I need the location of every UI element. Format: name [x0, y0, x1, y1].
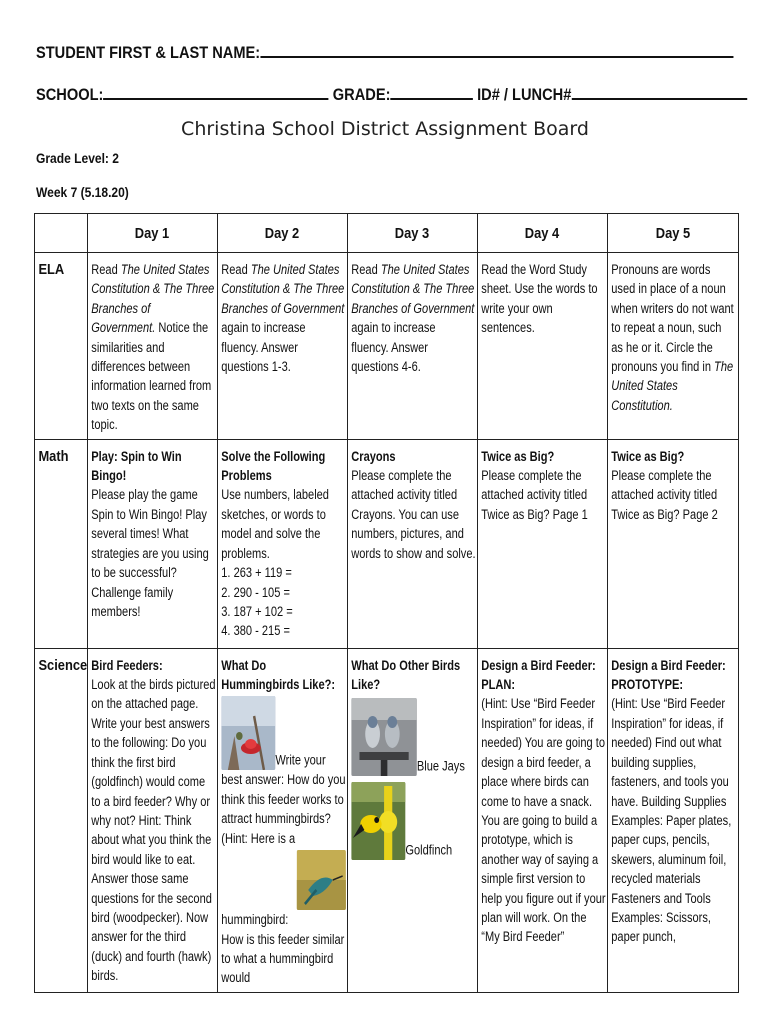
photo-line	[351, 698, 476, 776]
photo-caption: Goldfinch	[405, 843, 453, 859]
ela-day-5	[608, 253, 736, 419]
science-row	[35, 648, 739, 992]
grade-level: Grade Level: 2	[36, 150, 119, 166]
week-label: Week 7 (5.18.20)	[36, 184, 129, 200]
activity-title: Twice as Big?	[481, 448, 555, 464]
activity-title: Solve the Following Problems	[221, 448, 326, 484]
subject-header	[35, 214, 88, 253]
activity-text: Please complete the attached activity titled Crayons. You can use numbers, pictures, and words to show and solve.	[351, 468, 476, 561]
activity-title: Twice as Big?	[611, 448, 685, 464]
math-day-4	[478, 440, 606, 529]
activity-title: Play: Spin to Win Bingo!	[91, 448, 182, 484]
photo-line	[221, 850, 346, 910]
book-title: The United States Constitution & The Three Branches of Government	[351, 262, 475, 316]
problem: 2. 290 - 105 =	[221, 584, 290, 600]
text: Read	[91, 262, 121, 277]
school-label: SCHOOL:	[36, 85, 104, 104]
school-field[interactable]	[103, 84, 328, 100]
student-name-label: STUDENT FIRST & LAST NAME:	[36, 43, 261, 62]
text: Read	[351, 262, 381, 277]
grade-label: GRADE:	[332, 85, 391, 104]
problem: 1. 263 + 119 =	[221, 565, 292, 581]
id-lunch-label: ID# / LUNCH#	[477, 85, 572, 104]
book-title: The United States Constitution & The Three Branches of Government.	[91, 262, 215, 336]
text: Pronouns are words used in place of a noun when writers do not want to repeat a noun, such as he or it. Circle the pronouns you find in	[611, 262, 734, 375]
activity-text: best answer: How do you think this feeder works to attract hummingbirds? (Hint: Here is a	[221, 772, 346, 846]
day-1-label: Day 1	[135, 224, 170, 242]
science-day-4	[478, 649, 606, 951]
hummingbird-photo	[297, 850, 346, 910]
grade-field[interactable]	[390, 84, 473, 100]
blue-jays-photo	[351, 698, 417, 776]
activity-title: Crayons	[351, 448, 396, 464]
day-4-label: Day 4	[525, 224, 560, 242]
activity-title: What Do Other Birds Like?	[351, 657, 461, 693]
student-name-line	[36, 42, 733, 63]
table-header-row	[35, 214, 739, 253]
activity-text: Please complete the attached activity titled Twice as Big? Page 2	[611, 468, 718, 522]
activity-text: Look at the birds pictured on the attached page. Write your best answers to the following: Do you think the first bird (goldfinch) would come to a bird feeder? Why or why not? Hint: Think about what you think the bird would like to eat. Answer those same questions for the second bird (woodpecker). Now answer for the third (duck) and fourth (hawk) birds.	[91, 677, 216, 984]
text: again to increase fluency. Answer questions 4-6.	[351, 320, 436, 375]
activity-title: Design a Bird Feeder: PLAN:	[481, 657, 596, 693]
subject-label-ela: ELA	[38, 261, 65, 278]
day-header	[218, 214, 348, 253]
ela-day-4	[478, 253, 606, 342]
activity-text: (Hint: Use “Bird Feeder Inspiration” for ideas, if needed) Find out what building supplies, fasteners, and tools you have. Building Supplies Examples: Paper plates, paper cups, pencils, skewers, aluminum foil, recycled materials Fasteners and Tools Examples: Scissors, paper punch,	[611, 696, 732, 945]
activity-title: What Do Hummingbirds Like?:	[221, 657, 336, 693]
activity-text: Please play the game Spin to Win Bingo! Play several times! What strategies are you using to be successful? Challenge family members!	[91, 487, 209, 619]
ela-day-2	[218, 253, 346, 380]
math-row	[35, 439, 739, 648]
photo-line	[221, 696, 346, 770]
text: Read	[221, 262, 251, 277]
goldfinch-photo	[351, 782, 405, 860]
problem: 3. 187 + 102 =	[221, 603, 293, 619]
book-title: The United States Constitution & The Three Branches of Government	[221, 262, 345, 316]
science-day-1	[88, 649, 216, 990]
science-day-3	[348, 649, 476, 865]
subject-label-math: Math	[38, 447, 69, 465]
id-lunch-field[interactable]	[571, 84, 746, 100]
activity-text: (Hint: Use “Bird Feeder Inspiration” for ideas, if needed) You are going to design a bird feeder, a place where birds can come to have a snack. You are going to build a prototype, which is another way of saying a simple first version to help you figure out if your plan will work. On the “My Bird Feeder”	[481, 696, 606, 945]
math-day-5	[608, 440, 736, 529]
day-header	[348, 214, 478, 253]
day-2-label: Day 2	[265, 224, 300, 242]
student-name-field[interactable]	[260, 42, 733, 58]
text: hummingbird:	[221, 912, 289, 928]
activity-text: Use numbers, labeled sketches, or words to model and solve the problems.	[221, 487, 329, 561]
text: Write your	[275, 753, 326, 769]
activity-text: How is this feeder similar to what a hummingbird would	[221, 931, 345, 986]
school-grade-id-line	[36, 84, 747, 105]
assignment-board-table	[34, 213, 739, 993]
photo-line	[351, 782, 476, 860]
math-day-1	[88, 440, 216, 626]
subject-label-science: Science	[38, 656, 88, 674]
science-day-5	[608, 649, 736, 951]
photo-caption: Blue Jays	[416, 759, 465, 775]
day-header	[478, 214, 608, 253]
text: again to increase fluency. Answer questions 1-3.	[221, 320, 306, 375]
problem: 4. 380 - 215 =	[221, 623, 290, 639]
day-header	[88, 214, 218, 253]
science-day-2	[218, 649, 346, 992]
activity-title: Bird Feeders:	[91, 657, 163, 673]
day-3-label: Day 3	[395, 224, 430, 242]
math-day-2	[218, 440, 346, 645]
page-title: Christina School District Assignment Board	[181, 118, 589, 140]
activity-text: Please complete the attached activity titled Twice as Big? Page 1	[481, 468, 588, 522]
book-title: The United States Constitution.	[611, 359, 734, 413]
day-header	[608, 214, 739, 253]
text: Read the Word Study sheet. Use the words to write your own sentences.	[481, 262, 598, 336]
ela-day-3	[348, 253, 476, 380]
day-5-label: Day 5	[655, 224, 691, 242]
hummingbird-feeder-photo	[221, 696, 275, 770]
text: Notice the similarities and differences between information learned from two texts on the same topic.	[91, 320, 212, 433]
math-day-3	[348, 440, 476, 567]
ela-row	[35, 253, 739, 440]
ela-day-1	[88, 253, 216, 439]
activity-title: Design a Bird Feeder: PROTOTYPE:	[611, 657, 726, 693]
